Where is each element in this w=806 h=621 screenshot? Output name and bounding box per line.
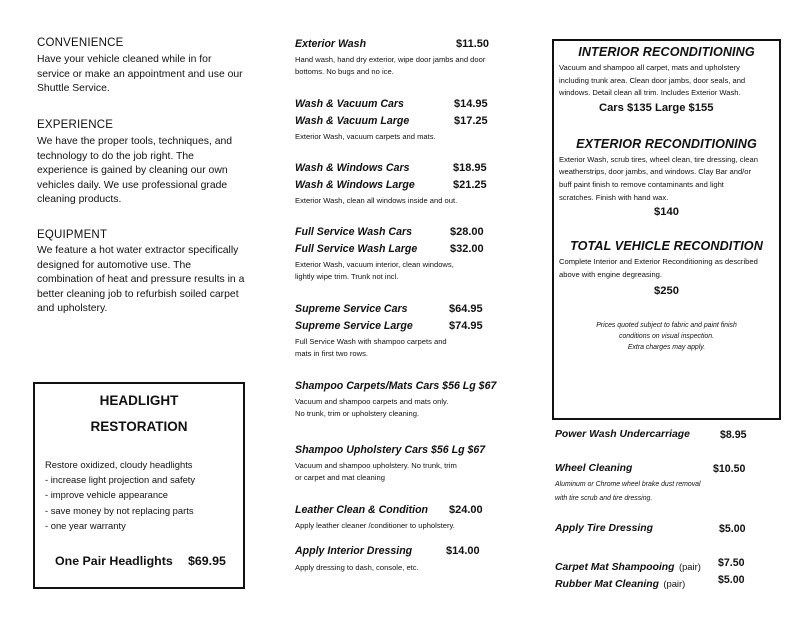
desc-wash-vacuum: Exterior Wash, vacuum carpets and mats. — [295, 132, 436, 141]
service-supreme-cars: Supreme Service Cars — [295, 303, 408, 315]
total-recon-title: TOTAL VEHICLE RECONDITION — [570, 239, 763, 254]
list-item: Restore oxidized, cloudy headlights — [45, 459, 193, 470]
price-wash-vacuum-large: $17.25 — [454, 115, 488, 127]
headlight-title-1: HEADLIGHT — [99, 393, 179, 408]
total-recon-desc: Complete Interior and Exterior Reconditioning as described above with engine degreasing. — [559, 257, 758, 279]
price-wash-windows-large: $21.25 — [453, 179, 487, 191]
price-rubber-mat: $5.00 — [718, 574, 745, 586]
interior-recon-desc: Vacuum and shampoo all carpet, mats and upholstery including trunk area. Clean door jambs, door seals, and windows. Detail clean all trim. Includes Exterior Wash. — [559, 63, 746, 98]
exterior-recon-desc: Exterior Wash, scrub tires, wheel clean, tire dressing, clean weatherstrips, door jambs, and windows. Clay Bar and/or buff paint finish to remove contaminants and light scratches. Finish with hand wax. — [559, 154, 758, 202]
service-shampoo-carpets: Shampoo Carpets/Mats Cars $56 Lg $67 — [295, 380, 497, 392]
service-wash-windows-cars: Wash & Windows Cars — [295, 162, 410, 174]
desc-full-service: Exterior Wash, vacuum interior, clean windows, lightly wipe trim. Trunk not incl. — [295, 260, 454, 281]
convenience-heading: CONVENIENCE — [37, 37, 124, 49]
equipment-heading: EQUIPMENT — [37, 229, 108, 241]
service-carpet-mat: Carpet Mat Shampooing (pair) — [555, 561, 701, 573]
headlight-benefits-list — [45, 457, 243, 533]
desc-leather: Apply leather cleaner /conditioner to upholstery. — [295, 521, 455, 530]
desc-supreme-service: Full Service Wash with shampoo carpets and mats in first two rows. — [295, 337, 447, 358]
service-tire-dressing: Apply Tire Dressing — [555, 523, 653, 534]
list-item: - save money by not replacing parts — [45, 504, 194, 516]
service-full-large: Full Service Wash Large — [295, 243, 418, 255]
exterior-recon-title: EXTERIOR RECONDITIONING — [576, 136, 757, 151]
price-carpet-mat: $7.50 — [718, 557, 745, 569]
service-full-cars: Full Service Wash Cars — [295, 226, 412, 238]
price-wheel-cleaning: $10.50 — [713, 463, 746, 475]
desc-shampoo-carpets: Vacuum and shampoo carpets and mats only. No trunk, trim or upholstery cleaning. — [295, 397, 449, 418]
desc-shampoo-upholstery: Vacuum and shampoo upholstery. No trunk, trim or carpet and mat cleaning — [295, 461, 457, 482]
desc-wheel-cleaning: Aluminum or Chrome wheel brake dust removal with tire scrub and tire dressing. — [555, 481, 701, 502]
service-leather: Leather Clean & Condition — [295, 504, 429, 516]
price-undercarriage: $8.95 — [720, 429, 747, 441]
equipment-text: We feature a hot water extractor specifically designed for automotive use. The combination of heat and pressure results in a better cleaning job to refurbish soiled carpet and upholstery. — [37, 245, 245, 315]
headlight-offer-label: One Pair Headlights — [55, 554, 173, 568]
price-wash-vacuum-cars: $14.95 — [454, 98, 488, 110]
service-wash-vacuum-large: Wash & Vacuum Large — [295, 115, 410, 127]
list-item: - increase light projection and safety — [45, 474, 196, 486]
service-exterior-wash: Exterior Wash — [295, 38, 367, 50]
list-item: - improve vehicle appearance — [45, 489, 168, 501]
convenience-text: Have your vehicle cleaned while in for service or make an appointment and use our Shuttle Service. — [37, 54, 243, 95]
service-supreme-large: Supreme Service Large — [295, 320, 413, 332]
headlight-title-2: RESTORATION — [90, 419, 188, 434]
service-undercarriage: Power Wash Undercarriage — [555, 429, 690, 440]
pricing-note: Prices quoted subject to fabric and paint finish conditions on visual inspection. Extra charges may apply. — [596, 322, 737, 351]
service-wheel-cleaning: Wheel Cleaning — [555, 463, 633, 474]
service-interior-dressing: Apply Interior Dressing — [295, 545, 413, 557]
price-tire-dressing: $5.00 — [719, 523, 746, 535]
headlight-offer-price: $69.95 — [188, 554, 226, 568]
price-interior-dressing: $14.00 — [446, 545, 480, 557]
desc-wash-windows: Exterior Wash, clean all windows inside and out. — [295, 196, 458, 205]
service-rubber-mat: Rubber Mat Cleaning (pair) — [555, 578, 686, 590]
price-leather: $24.00 — [449, 504, 483, 516]
price-supreme-cars: $64.95 — [449, 303, 483, 315]
interior-recon-title: INTERIOR RECONDITIONING — [578, 45, 755, 59]
price-full-large: $32.00 — [450, 243, 484, 255]
price-full-cars: $28.00 — [450, 226, 484, 238]
headlight-restoration-box — [33, 382, 245, 589]
experience-heading: EXPERIENCE — [37, 119, 114, 131]
interior-recon-price: Cars $135 Large $155 — [599, 101, 714, 114]
experience-text: We have the proper tools, techniques, and technology to do the job right. The experience is gained by cleaning our own vehicles daily. We use professional grade cleaning products. — [37, 136, 233, 206]
reconditioning-box — [552, 39, 781, 420]
list-item: - one year warranty — [45, 519, 126, 531]
service-wash-windows-large: Wash & Windows Large — [295, 179, 415, 191]
total-recon-price: $250 — [654, 285, 679, 298]
price-supreme-large: $74.95 — [449, 320, 483, 332]
price-wash-windows-cars: $18.95 — [453, 162, 487, 174]
price-exterior-wash: $11.50 — [456, 38, 490, 50]
desc-exterior-wash: Hand wash, hand dry exterior, wipe door jambs and door bottoms. No bugs and no ice. — [295, 55, 486, 76]
service-shampoo-upholstery: Shampoo Upholstery Cars $56 Lg $67 — [295, 444, 486, 456]
service-wash-vacuum-cars: Wash & Vacuum Cars — [295, 98, 404, 110]
desc-interior-dressing: Apply dressing to dash, console, etc. — [295, 563, 419, 572]
exterior-recon-price: $140 — [654, 206, 679, 219]
